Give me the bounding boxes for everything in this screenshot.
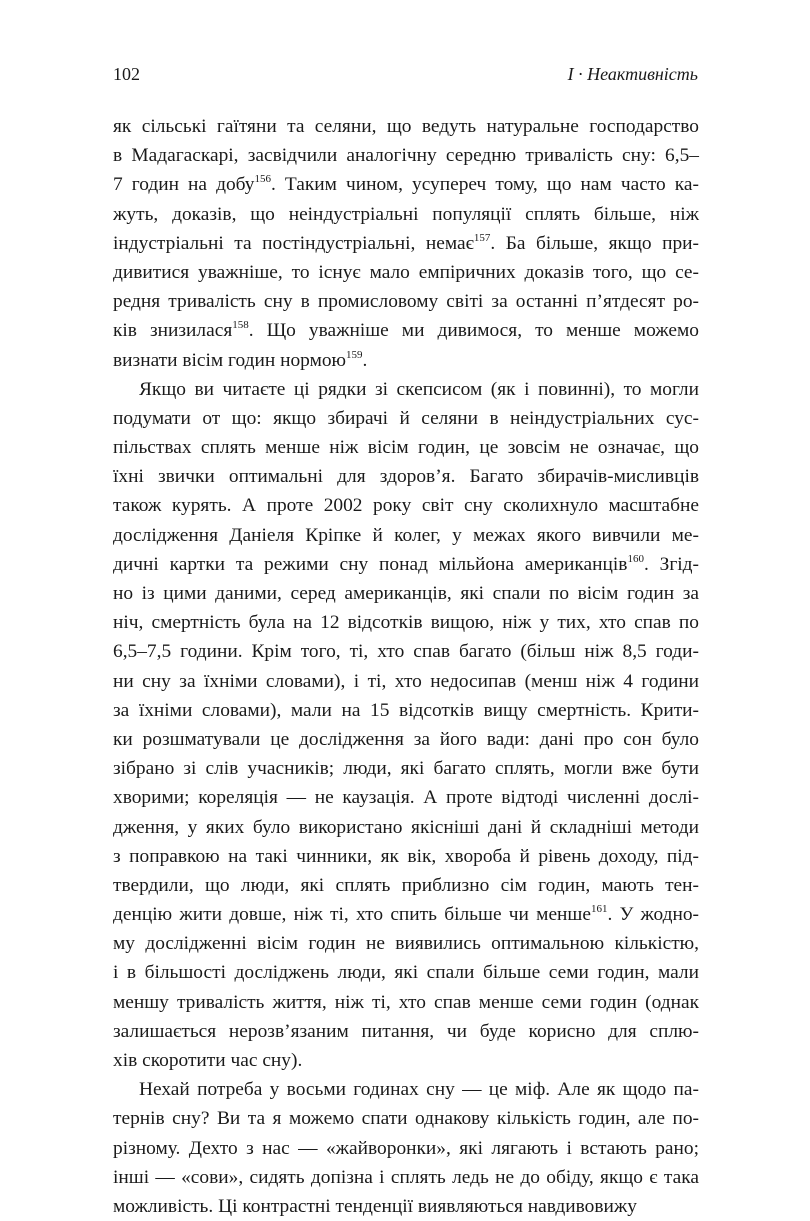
- text-segment: ків знизилася: [113, 320, 233, 342]
- text-line: [113, 200, 699, 229]
- text-segment: індустріальні та постіндустріальні, немає: [113, 232, 474, 254]
- text-segment: но із цими даними, серед американців, які спали по вісім годин за: [113, 583, 699, 604]
- text-line: [113, 1075, 699, 1104]
- text-segment: різному. Дехто з нас — «жайворонки», які лягають і встають рано;: [113, 1137, 699, 1159]
- text-segment: тернів сну? Ви та я можемо спати однакову кількість годин, але по-: [113, 1108, 699, 1130]
- text-line: [113, 521, 699, 550]
- text-line: [113, 608, 699, 637]
- text-segment: також курять. А проте 2002 року світ сну сколихнуло масштабне: [113, 495, 699, 517]
- text-segment: денцію жити довше, ніж ті, хто спить більше чи менше: [113, 904, 591, 926]
- paragraph: [113, 112, 699, 375]
- text-segment: визнати вісім годин нормою: [113, 349, 347, 371]
- text-segment: Якщо ви читаєте ці рядки зі скепсисом (як і повинні), то могли: [139, 378, 699, 400]
- paragraph: [113, 375, 699, 1076]
- text-line: [113, 754, 699, 783]
- text-line: [113, 842, 699, 871]
- text-segment: дослідження Даніеля Кріпке й колег, у межах якого вивчили ме-: [113, 524, 699, 546]
- text-line: [113, 637, 699, 666]
- footnote-ref: 156: [254, 173, 271, 186]
- footnote-ref: 161: [590, 903, 608, 916]
- text-line: [113, 988, 699, 1017]
- text-segment: твердили, що люди, які сплять приблизно сім годин, мають тен-: [113, 874, 699, 896]
- text-line: [113, 1104, 699, 1133]
- paragraph: [113, 1075, 699, 1221]
- text-segment: пільствах сплять менше ніж вісім годин, це зовсім не означає, що: [113, 437, 699, 459]
- text-segment: подумати от що: якщо збирачі й селяни в неіндустріальних сус-: [113, 407, 699, 429]
- text-line: [113, 1192, 699, 1221]
- text-segment: можливість. Ці контрастні тенденції виявляються навдивовижу: [113, 1195, 637, 1217]
- text-segment: і в більшості досліджень люди, які спали більше семи годин, мали: [113, 962, 699, 984]
- text-line: [113, 491, 699, 520]
- text-line: [113, 141, 699, 170]
- text-line: [113, 783, 699, 812]
- page-header: [113, 64, 698, 88]
- text-line: [113, 112, 699, 141]
- text-line: [113, 170, 699, 199]
- text-segment: . У жодно-: [607, 904, 699, 926]
- text-line: [113, 550, 699, 579]
- text-segment: Нехай потреба у восьми годинах сну — це міф. Але як щодо па-: [139, 1079, 699, 1101]
- text-segment: дичні картки та режими сну понад мільйона американців: [113, 553, 628, 575]
- text-segment: му дослідженні вісім годин не виявились оптимальною кількістю,: [113, 933, 699, 955]
- text-segment: .: [362, 349, 368, 371]
- text-line: [113, 433, 699, 462]
- text-line: [113, 346, 699, 375]
- text-segment: ки розшматували це дослідження за його вади: дані про сон було: [113, 728, 699, 750]
- text-segment: . Таким чином, усупереч тому, що нам часто ка-: [270, 174, 699, 196]
- footnote-ref: 159: [346, 348, 363, 361]
- text-segment: залишається нерозв’язаним питання, чи буде корисно для сплю-: [113, 1020, 699, 1042]
- text-line: [113, 958, 699, 987]
- text-line: [113, 1163, 699, 1192]
- text-segment: як сільські гаїтяни та селяни, що ведуть натуральне господарство: [113, 116, 699, 137]
- text-line: [113, 929, 699, 958]
- text-line: [113, 316, 699, 345]
- text-segment: з поправкою на такі чинники, як вік, хвороба й рівень доходу, під-: [113, 845, 699, 867]
- text-line: [113, 462, 699, 491]
- text-segment: . Згід-: [643, 553, 699, 575]
- text-segment: меншу тривалість життя, ніж ті, хто спав менше семи годин (однак: [113, 991, 699, 1013]
- text-line: [113, 229, 699, 258]
- text-segment: хворими; кореляція — не каузація. А проте відтоді численні дослі-: [113, 787, 699, 809]
- text-segment: ніч, смертність була на 12 відсотків вищою, ніж у тих, хто спав по: [113, 612, 699, 634]
- text-line: [113, 725, 699, 754]
- text-line: [113, 1046, 699, 1075]
- text-segment: хів скоротити час сну).: [113, 1050, 303, 1071]
- body-text: [113, 112, 699, 1221]
- text-line: [113, 696, 699, 725]
- footnote-ref: 157: [473, 231, 491, 244]
- text-segment: ни сну за їхніми словами), і ті, хто недосипав (менш ніж 4 години: [113, 670, 699, 692]
- text-segment: дження, у яких було використано якісніші дані й складніші методи: [113, 816, 699, 838]
- text-segment: 7 годин на добу: [113, 174, 255, 196]
- text-line: [113, 404, 699, 433]
- text-segment: 6,5–7,5 години. Крім того, ті, хто спав багато (більш ніж 8,5 годи-: [113, 641, 699, 663]
- text-segment: жуть, доказів, що неіндустріальні популяції сплять більше, ніж: [113, 203, 699, 225]
- text-line: [113, 579, 699, 608]
- text-line: [113, 375, 699, 404]
- text-line: [113, 258, 699, 287]
- text-line: [113, 813, 699, 842]
- text-segment: їхні звички оптимальні для здоров’я. Багато збирачів-мисливців: [113, 466, 699, 488]
- footnote-ref: 160: [627, 552, 644, 565]
- text-line: [113, 900, 699, 929]
- text-segment: редня тривалість сну в промисловому світі за останні п’ятдесят ро-: [113, 291, 699, 313]
- text-line: [113, 287, 699, 316]
- text-segment: за їхніми словами), мали на 15 відсотків вищу смертність. Крити-: [113, 699, 699, 721]
- text-segment: інші — «сови», сидять допізна і сплять ледь не до обіду, якщо є така: [113, 1166, 699, 1188]
- text-segment: в Мадагаскарі, засвідчили аналогічну середню тривалість сну: 6,5–: [113, 145, 699, 167]
- text-segment: дивитися уважніше, то існує мало емпіричних доказів того, що се-: [113, 261, 699, 283]
- footnote-ref: 158: [232, 319, 249, 332]
- text-line: [113, 1017, 699, 1046]
- running-head: I · Неактивність: [567, 64, 698, 84]
- text-line: [113, 871, 699, 900]
- text-segment: . Що уважніше ми дивимося, то менше можемо: [248, 320, 699, 342]
- text-line: [113, 667, 699, 696]
- text-segment: зібрано зі слів учасників; люди, які багато сплять, могли вже бути: [113, 758, 699, 780]
- page-number: 102: [113, 64, 140, 84]
- text-segment: . Ба більше, якщо при-: [490, 232, 699, 254]
- text-line: [113, 1134, 699, 1163]
